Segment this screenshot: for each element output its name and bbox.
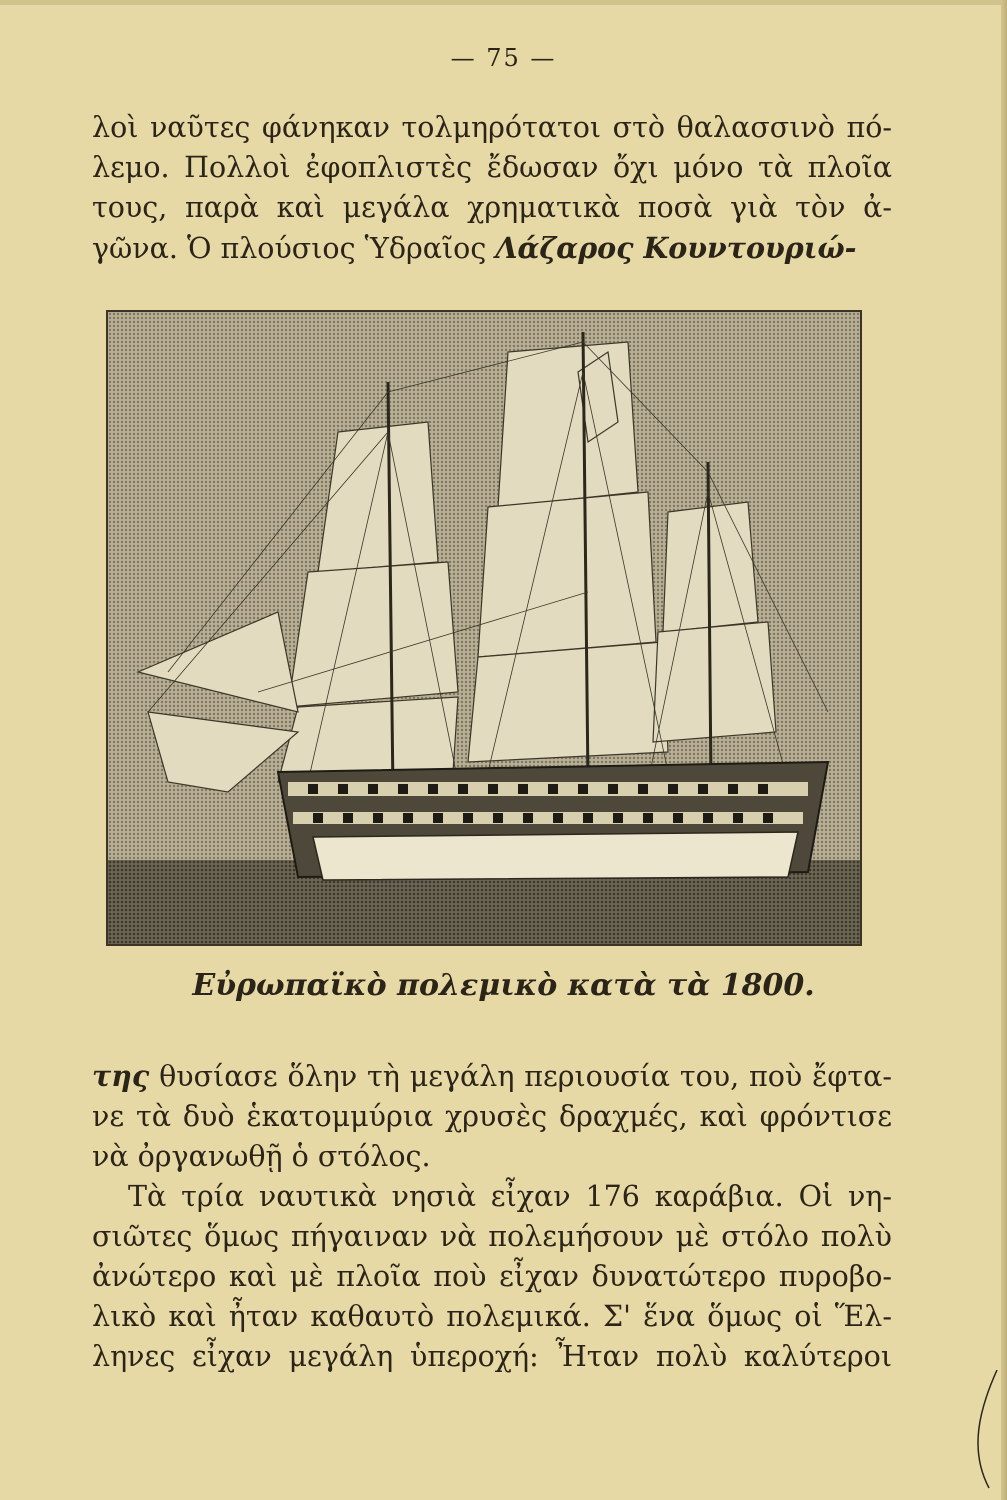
figure-caption: Εὐρωπαϊκὸ πολεμικὸ κατὰ τὰ 1800. [192,968,815,1003]
top-paragraph [92,108,892,269]
page-top-edge [0,0,1007,5]
text-line: λοὶ ναῦτες φάνηκαν τολμηρότατοι στὸ θαλασσινὸ πό- [92,111,892,144]
text-line: ἀνώτερο καὶ μὲ πλοῖα ποὺ εἶχαν δυνατώτερο πυροβο- [92,1260,892,1293]
page-number: — 75 — [450,44,557,72]
text-line: νὰ ὀργανωθῇ ὁ στόλος. [92,1140,431,1173]
text-line: Τὰ τρία ναυτικὰ νησιὰ εἶχαν 176 καράβια. Οἱ νη- [128,1180,892,1213]
text-fragment: θυσίασε ὅλην τὴ μεγάλη περιουσία του, ποὺ ἔφτα- [149,1060,892,1093]
text-line: νε τὰ δυὸ ἑκατομμύρια χρυσὲς δραχμές, καὶ φρόντισε [92,1100,892,1133]
ship-illustration [106,310,862,946]
text-line: τους, παρὰ καὶ μεγάλα χρηματικὰ ποσὰ γιὰ τὸν ἀ- [92,191,892,224]
text-line: λεμο. Πολλοὶ ἐφοπλιστὲς ἔδωσαν ὄχι μόνο τὰ πλοῖα [92,151,892,184]
bottom-paragraph [92,1056,892,1377]
text-line [92,1056,892,1097]
text-line: λικὸ καὶ ἦταν καθαυτὸ πολεμικά. Σ' ἕνα ὅμως οἱ Ἕλ- [92,1300,892,1333]
text-line: σιῶτες ὅμως πήγαιναν νὰ πολεμήσουν μὲ στόλο πολὺ [92,1220,892,1253]
page-corner-mark [959,1370,999,1490]
person-name: Λάζαρος Κουντουριώ- [495,231,857,265]
person-name-continuation: της [92,1059,150,1093]
text-fragment: γῶνα. Ὁ πλούσιος Ὑδραῖος [92,232,496,265]
text-line [92,228,892,269]
text-line: ληνες εἶχαν μεγάλη ὑπεροχή: Ἦταν πολὺ καλύτεροι [92,1340,892,1373]
page-right-edge [1001,0,1007,1500]
ship-engraving-image [108,312,860,944]
